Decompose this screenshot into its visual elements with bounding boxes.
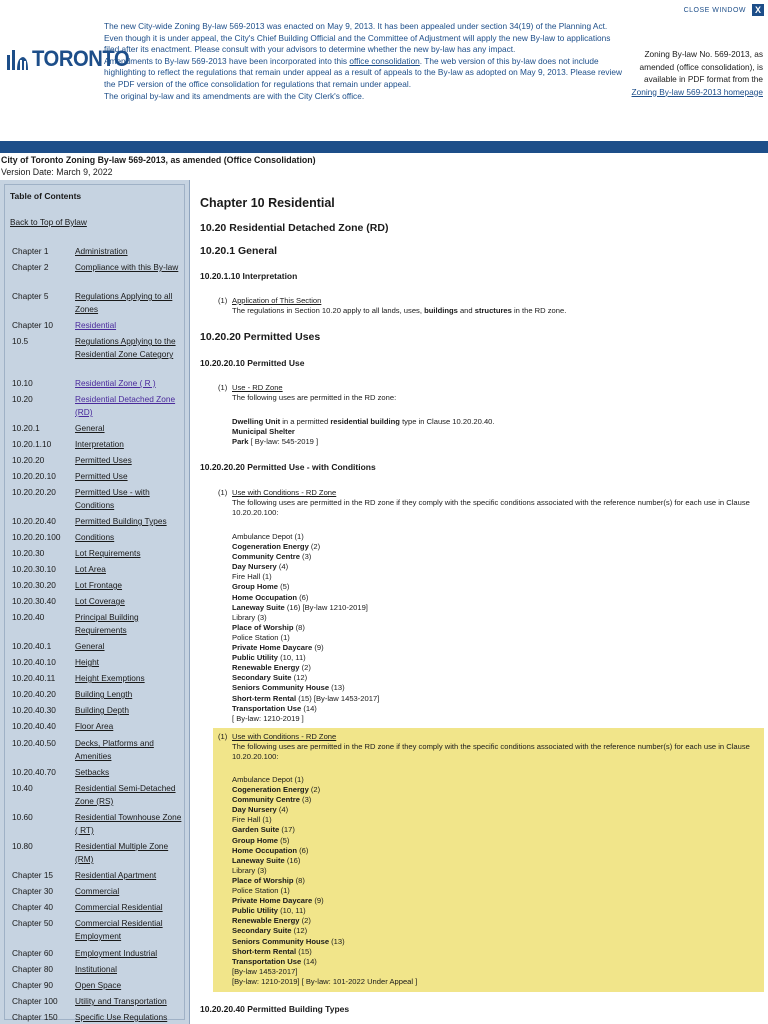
close-window-label: CLOSE WINDOW (683, 6, 746, 14)
toc-number: Chapter 50 (12, 918, 54, 928)
list-item (232, 653, 762, 663)
notice-paragraph-3: The original by-law and its amendments are with the City Clerk's office. (104, 90, 365, 101)
toc-number: 10.80 (12, 841, 33, 851)
toc-item-10-20-1 (12, 422, 184, 435)
reference-number: (5) (278, 582, 290, 592)
pdf-note-text: Zoning By-law No. 569-2013, as amended (office consolidation), is available in PDF format from the (639, 49, 763, 84)
toc-number: Chapter 150 (12, 1012, 58, 1022)
list-item (232, 683, 762, 693)
text-part: type in Clause 10.20.20.40. (399, 417, 495, 426)
toc-number: Chapter 30 (12, 886, 54, 896)
toc-item-10-20-1-10 (12, 438, 184, 451)
clause-number: (1) (218, 732, 228, 741)
toc-item-10-20-30-20 (12, 579, 184, 592)
reference-number: (15) (296, 946, 312, 956)
list-item (232, 704, 762, 714)
toc-number: Chapter 80 (12, 964, 54, 974)
toc-link[interactable]: Interpretation (75, 439, 124, 449)
toc-item-chapter-30 (12, 885, 184, 898)
clause-title: Use with Conditions - RD Zone (232, 488, 337, 497)
list-item (232, 562, 762, 572)
reference-number: (17) (279, 825, 295, 835)
toc-link[interactable]: Lot Coverage (75, 596, 125, 606)
defined-term: Seniors Community House (232, 683, 330, 693)
toc-link[interactable]: General (75, 641, 105, 651)
reference-number: (13) (329, 936, 345, 946)
toc-item-10-20-40-10 (12, 656, 184, 669)
toc-link[interactable]: Specific Use Regulations (75, 1012, 168, 1022)
toc-item-chapter-10 (12, 319, 184, 332)
toc-number: 10.20.40.40 (12, 721, 56, 731)
toc-link[interactable]: Employment Industrial (75, 948, 158, 958)
defined-term: Public Utility (232, 906, 278, 916)
amended-conditions-clause (218, 732, 762, 762)
list-item (232, 825, 762, 835)
toc-link[interactable]: Utility and Transportation (75, 996, 167, 1006)
list-item (232, 572, 762, 582)
toc-link[interactable]: Building Depth (75, 705, 129, 715)
toc-number: 10.60 (12, 812, 33, 822)
reference-number: (12) (291, 926, 308, 936)
toc-number: 10.20.30.20 (12, 580, 56, 590)
list-item (232, 417, 762, 427)
appeal-notice (104, 21, 624, 102)
list-item (232, 977, 762, 987)
clause-text (232, 306, 762, 316)
amended-use-list (232, 775, 762, 987)
text-part: Police Station (1) (232, 632, 290, 642)
defined-term: Day Nursery (232, 805, 277, 815)
clause-text: The following uses are permitted in the RD zone: (232, 393, 397, 402)
defined-term: Cogeneration Energy (232, 785, 309, 795)
text-part: and (457, 306, 475, 315)
toc-item-10-20-20-100 (12, 531, 184, 544)
toc-item-10-20-20-40 (12, 515, 184, 528)
toc-item-10-20-40 (12, 611, 184, 637)
list-item (232, 906, 762, 916)
defined-term: structures (474, 306, 512, 315)
defined-term: Cogeneration Energy (232, 542, 309, 552)
toronto-wordmark: TORONTO (32, 46, 130, 71)
list-item (232, 866, 762, 876)
list-item (232, 437, 762, 447)
permitted-use-heading: 10.20.20.10 Permitted Use (200, 358, 305, 368)
toc-number: Chapter 40 (12, 902, 54, 912)
toc-link[interactable]: Lot Frontage (75, 580, 123, 590)
toc-item-chapter-1 (12, 245, 184, 258)
version-date: Version Date: March 9, 2022 (1, 167, 113, 177)
defined-term: Laneway Suite (232, 602, 285, 612)
toc-title: Table of Contents (10, 191, 82, 201)
defined-term: Seniors Community House (232, 936, 330, 946)
city-hall-icon (6, 48, 30, 70)
list-item (232, 673, 762, 683)
defined-term: Private Home Daycare (232, 896, 313, 906)
toc-number: Chapter 15 (12, 870, 54, 880)
toc-link[interactable]: Permitted Uses (75, 455, 132, 465)
text-part: [ By-law: 545-2019 ] (248, 437, 319, 447)
permitted-uses-heading: 10.20.20 Permitted Uses (200, 331, 321, 343)
defined-term: Laneway Suite (232, 855, 285, 865)
toc-link[interactable]: Regulations Applying to the Residential Zone Category (75, 336, 176, 359)
toc-item-10-40 (12, 782, 184, 808)
toc-link[interactable]: Building Length (75, 689, 133, 699)
defined-term: Dwelling Unit (232, 417, 281, 426)
reference-number: (10, 11) (278, 653, 306, 663)
clause-text: The following uses are permitted in the RD zone if they comply with the specific conditions associated with the reference number(s) for each use in Clause 10.20.20.100: (232, 742, 750, 761)
list-item (232, 886, 762, 896)
toc-number: 10.20.20.100 (12, 532, 61, 542)
reference-number: (13) (329, 683, 345, 693)
defined-term: Place of Worship (232, 875, 294, 885)
list-item (232, 427, 762, 437)
list-item (232, 957, 762, 967)
text-part: Library (3) (232, 865, 267, 875)
toc-item-10-20-30 (12, 547, 184, 560)
text-part: in a permitted (280, 417, 331, 426)
toc-link[interactable]: Lot Area (75, 564, 106, 574)
toc-link[interactable]: Regulations Applying to all Zones (75, 291, 173, 314)
toc-number: Chapter 2 (12, 262, 49, 272)
toc-item-10-20-20-10 (12, 470, 184, 483)
list-item (232, 663, 762, 673)
close-window-button[interactable] (684, 4, 764, 16)
toc-item-chapter-80 (12, 963, 184, 976)
conditions-use-list (232, 532, 762, 724)
chapter-heading: Chapter 10 Residential (200, 196, 335, 210)
close-icon[interactable]: X (752, 4, 764, 16)
building-types-heading: 10.20.20.40 Permitted Building Types (200, 1004, 350, 1014)
toc-link[interactable]: Permitted Use (75, 471, 128, 481)
toc-item-chapter-2 (12, 261, 184, 274)
toc-link[interactable]: Residential Zone ( R ) (75, 378, 156, 388)
toc-link[interactable]: Commercial Residential Employment (75, 918, 163, 941)
defined-term: Day Nursery (232, 562, 277, 572)
toc-number: 10.40 (12, 783, 33, 793)
zone-heading: 10.20 Residential Detached Zone (RD) (200, 222, 389, 234)
toc-item-10-20 (12, 393, 184, 419)
defined-term: Short-term Rental (232, 946, 297, 956)
toc-link[interactable]: Height (75, 657, 99, 667)
toc-link[interactable]: Height Exemptions (75, 673, 145, 683)
text-part: [By-law 1453-2017] (232, 966, 298, 976)
toc-item-chapter-40 (12, 901, 184, 914)
toc-item-chapter-150 (12, 1011, 184, 1024)
toc-item-chapter-50 (12, 917, 184, 943)
toc-link[interactable]: Commercial (75, 886, 120, 896)
reference-number: (2) (299, 916, 311, 926)
list-item (232, 896, 762, 906)
reference-number: (3) (299, 795, 312, 805)
notice-p2-after: . The web version of this by-law does not include highlighting to reflect the regulations that remain under appeal as a result of appeals to the By-law as adopted on May 9, 2013. Please review the PDF version of the office consolidation for regulations that remain under appeal. (104, 55, 622, 89)
toc-link[interactable]: Residential Apartment (75, 870, 157, 880)
reference-number: (8) (293, 875, 305, 885)
list-item (232, 714, 762, 724)
text-part: The regulations in Section 10.20 apply to all lands, uses, (232, 306, 425, 315)
toc-number: Chapter 100 (12, 996, 58, 1006)
toc-item-chapter-5 (12, 290, 184, 316)
list-item (232, 836, 762, 846)
back-to-top-link[interactable]: Back to Top of Bylaw (10, 217, 87, 227)
list-item (232, 785, 762, 795)
list-item (232, 926, 762, 936)
toc-item-10-20-40-1 (12, 640, 184, 653)
toc-number: 10.20.40.30 (12, 705, 56, 715)
toc-link[interactable]: Residential Multiple Zone (RM) (75, 841, 169, 864)
reference-number: (8) (293, 622, 305, 632)
text-part: Ambulance Depot (1) (232, 775, 304, 784)
toc-link[interactable]: Residential Townhouse Zone ( RT) (75, 812, 182, 835)
reference-number: (6) (296, 592, 309, 602)
toc-item-10-20-30-40 (12, 595, 184, 608)
toc-number: 10.20.40.20 (12, 689, 56, 699)
toc-item-chapter-15 (12, 869, 184, 882)
defined-term: Renewable Energy (232, 663, 300, 673)
use-rd-clause (218, 383, 762, 403)
reference-number: (9) (312, 896, 324, 906)
reference-number: (10, 11) (278, 906, 306, 916)
list-item (232, 815, 762, 825)
clause-title: Use - RD Zone (232, 383, 283, 392)
toc-link[interactable]: Administration (75, 246, 128, 256)
reference-number: (12) (291, 673, 308, 683)
toc-number: 10.20.1.10 (12, 439, 52, 449)
toc-item-10-10 (12, 377, 184, 390)
toc-item-chapter-100 (12, 995, 184, 1008)
toc-item-10-20-40-70 (12, 766, 184, 779)
toc-number: 10.20.30 (12, 548, 45, 558)
defined-term: residential building (330, 417, 400, 426)
reference-number: (5) (278, 835, 290, 845)
text-part: Library (3) (232, 612, 267, 622)
list-item (232, 694, 762, 704)
toc-number: Chapter 10 (12, 320, 54, 330)
toc-number: 10.20.30.40 (12, 596, 56, 606)
toc-number: 10.20 (12, 394, 33, 404)
permitted-use-list (232, 417, 762, 447)
toc-link[interactable]: Principal Building Requirements (75, 612, 139, 635)
clause-number: (1) (218, 383, 228, 392)
clause-text: The following uses are permitted in the RD zone if they comply with the specific conditions associated with the reference number(s) for each use in Clause 10.20.20.100: (232, 498, 750, 517)
toc-sidebar (0, 180, 190, 1024)
toc-item-10-20-20 (12, 454, 184, 467)
use-conditions-clause (218, 488, 762, 518)
reference-number: (14) (301, 703, 317, 713)
text-part: in the RD zone. (511, 306, 567, 315)
toc-number: 10.20.20.20 (12, 487, 56, 497)
reference-number: (9) (312, 643, 324, 653)
toc-number: 10.20.40 (12, 612, 45, 622)
list-item (232, 643, 762, 653)
toc-link[interactable]: Permitted Building Types (75, 516, 167, 526)
list-item (232, 633, 762, 643)
toc-item-10-20-40-11 (12, 672, 184, 685)
header-divider-bar (0, 141, 768, 153)
toc-number: 10.20.1 (12, 423, 40, 433)
zoning-homepage-link[interactable]: Zoning By-law 569-2013 homepage (631, 86, 763, 97)
defined-term: Secondary Suite (232, 673, 292, 683)
toc-item-10-60 (12, 811, 184, 837)
general-heading: 10.20.1 General (200, 245, 278, 257)
toc-link[interactable]: Institutional (75, 964, 117, 974)
list-item (232, 775, 762, 785)
defined-term: Short-term Rental (232, 693, 297, 703)
toc-number: 10.5 (12, 336, 29, 346)
toc-number: 10.20.20.10 (12, 471, 56, 481)
toc-item-10-20-40-50 (12, 737, 184, 763)
toc-link[interactable]: Decks, Platforms and Amenities (75, 738, 154, 761)
defined-term: Transportation Use (232, 956, 302, 966)
toc-item-10-20-40-40 (12, 720, 184, 733)
list-item (232, 593, 762, 603)
conditions-heading: 10.20.20.20 Permitted Use - with Conditions (200, 462, 376, 472)
office-consolidation-link[interactable]: office consolidation (349, 55, 420, 66)
toc-item-10-20-40-30 (12, 704, 184, 717)
text-part: Police Station (1) (232, 886, 290, 896)
list-item (232, 967, 762, 977)
toc-number: 10.20.20.40 (12, 516, 56, 526)
reference-number: (2) (299, 663, 311, 673)
defined-term: Renewable Energy (232, 916, 300, 926)
defined-term: Park (232, 437, 249, 447)
reference-number: (14) (301, 956, 317, 966)
defined-term: Public Utility (232, 653, 278, 663)
reference-number: (4) (276, 805, 289, 815)
reference-number: (2) (308, 785, 321, 795)
toc-number: 10.20.40.50 (12, 738, 56, 748)
notice-paragraph-1: The new City-wide Zoning By-law 569-2013 was enacted on May 9, 2013. It has been appealed under section 34(19) of the Planning Act. Even though it is under appeal, the City's Chief Building Official and the Committee of Adjustment will apply the new By-law to applications filed after its enactment. Please consult with your advisors to determine whether the new by-law has any impact. (104, 21, 611, 55)
toc-number: 10.20.30.10 (12, 564, 56, 574)
list-item (232, 613, 762, 623)
clause-title: Application of This Section (232, 296, 322, 305)
toc-number: 10.10 (12, 378, 33, 388)
list-item (232, 876, 762, 886)
list-item (232, 846, 762, 856)
toc-link[interactable]: Setbacks (75, 767, 110, 777)
toc-number: 10.20.40.70 (12, 767, 56, 777)
notice-paragraph-2 (104, 56, 624, 91)
toc-link[interactable]: Conditions (75, 532, 115, 542)
reference-number: (16) [By-law 1210-2019] (284, 602, 368, 612)
defined-term: Place of Worship (232, 622, 294, 632)
list-item (232, 532, 762, 542)
toc-number: 10.20.40.10 (12, 657, 56, 667)
toc-number: Chapter 1 (12, 246, 49, 256)
reference-number: (3) (299, 552, 312, 562)
clause-number: (1) (218, 488, 228, 497)
defined-term: buildings (424, 306, 458, 315)
defined-term: Private Home Daycare (232, 643, 313, 653)
defined-term: Community Centre (232, 795, 300, 805)
toc-link[interactable]: Open Space (75, 980, 122, 990)
toc-item-10-5 (12, 335, 184, 361)
text-part: [ By-law: 1210-2019 ] (232, 713, 304, 723)
reference-number: (4) (276, 562, 289, 572)
list-item (232, 582, 762, 592)
toc-link[interactable]: Compliance with this By-law (75, 262, 179, 272)
document-title: City of Toronto Zoning By-law 569-2013, as amended (Office Consolidation) (1, 155, 316, 165)
list-item (232, 795, 762, 805)
reference-number: (16) (284, 855, 301, 865)
pdf-availability-note (615, 48, 763, 98)
text-part: Ambulance Depot (1) (232, 532, 304, 541)
list-item (232, 947, 762, 957)
defined-term: Home Occupation (232, 592, 297, 602)
interpretation-heading: 10.20.1.10 Interpretation (200, 271, 298, 281)
toc-number: 10.20.20 (12, 455, 45, 465)
reference-number: (15) [By-law 1453-2017] (296, 693, 380, 703)
defined-term: Garden Suite (232, 825, 280, 835)
bylaw-content (200, 180, 764, 1024)
toc-item-10-20-20-20 (12, 486, 184, 512)
defined-term: Transportation Use (232, 703, 302, 713)
toc-number: 10.20.40.1 (12, 641, 52, 651)
text-part: Fire Hall (1) (232, 815, 272, 825)
toc-number: Chapter 60 (12, 948, 54, 958)
application-clause (218, 296, 762, 316)
toc-link[interactable]: Residential (75, 320, 117, 330)
toc-item-10-20-30-10 (12, 563, 184, 576)
defined-term: Community Centre (232, 552, 300, 562)
toc-item-10-80 (12, 840, 184, 866)
text-part: [By-law: 1210-2019] [ By-law: 101-2022 Under Appeal ] (232, 976, 418, 986)
list-item (232, 623, 762, 633)
notice-p2-before: Amendments to By-law 569-2013 have been incorporated into this (104, 55, 350, 66)
toc-link[interactable]: Floor Area (75, 721, 114, 731)
toc-item-chapter-90 (12, 979, 184, 992)
toc-number: Chapter 90 (12, 980, 54, 990)
list-item (232, 937, 762, 947)
toc-item-chapter-60 (12, 947, 184, 960)
zoning-notice-banner (0, 0, 768, 140)
defined-term: Municipal Shelter (232, 427, 295, 437)
list-item (232, 542, 762, 552)
toc-link[interactable]: Lot Requirements (75, 548, 141, 558)
defined-term: Home Occupation (232, 845, 297, 855)
defined-term: Secondary Suite (232, 926, 292, 936)
list-item (232, 805, 762, 815)
toc-link[interactable]: Residential Detached Zone (RD) (75, 394, 176, 417)
toc-number: 10.20.40.11 (12, 673, 56, 683)
text-part: Fire Hall (1) (232, 572, 272, 582)
defined-term: Group Home (232, 835, 278, 845)
toc-panel (4, 184, 185, 1020)
defined-term: Group Home (232, 582, 278, 592)
list-item (232, 603, 762, 613)
toc-link[interactable]: Commercial Residential (75, 902, 163, 912)
toc-item-10-20-40-20 (12, 688, 184, 701)
reference-number: (2) (308, 542, 321, 552)
toc-link[interactable]: Residential Semi-Detached Zone (RS) (75, 783, 176, 806)
clause-title: Use with Conditions - RD Zone (232, 732, 337, 741)
reference-number: (6) (296, 845, 309, 855)
toc-link[interactable]: Permitted Use - with Conditions (75, 487, 150, 510)
toc-link[interactable]: General (75, 423, 105, 433)
toc-number: Chapter 5 (12, 291, 49, 301)
list-item (232, 856, 762, 866)
clause-number: (1) (218, 296, 228, 305)
list-item (232, 916, 762, 926)
list-item (232, 552, 762, 562)
